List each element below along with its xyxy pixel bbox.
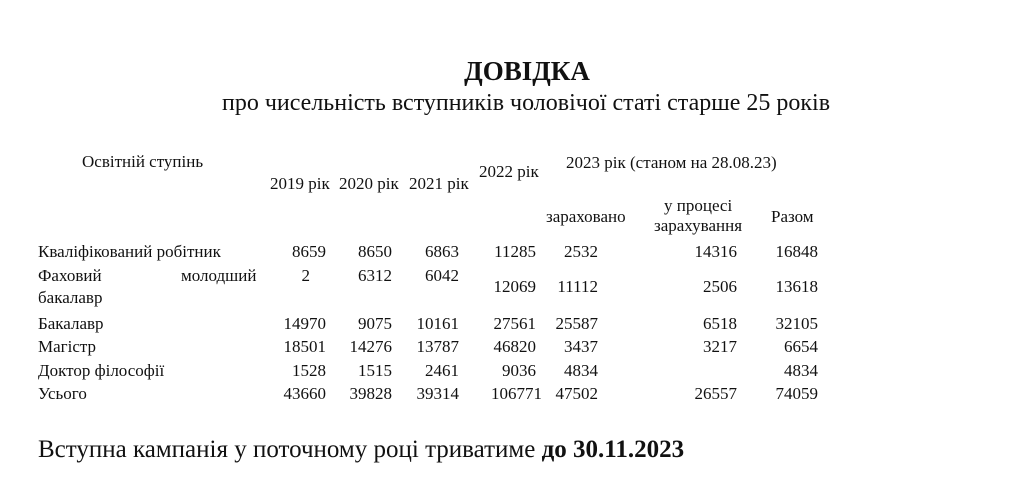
cell-in-process: 14316 xyxy=(694,242,737,261)
cell-2020: 9075 xyxy=(358,314,392,333)
footer-text: Вступна кампанія у поточному році триватиме xyxy=(38,436,536,463)
header-2020: 2020 рік xyxy=(339,174,399,193)
cell-2020: 1515 xyxy=(358,361,392,380)
cell-in-process: 3217 xyxy=(703,337,737,356)
cell-total: 74059 xyxy=(775,384,818,403)
cell-2021: 2461 xyxy=(425,361,459,380)
cell-enrolled: 25587 xyxy=(555,314,598,333)
cell-2020: 6312 xyxy=(358,266,392,285)
document-subtitle: про чисельність вступників чоловічої статі старше 25 років xyxy=(221,90,831,116)
cell-2019: 1528 xyxy=(292,361,326,380)
cell-2022: 46820 xyxy=(493,337,536,356)
cell-2022: 9036 xyxy=(502,361,536,380)
row-label: Доктор філософії xyxy=(38,361,165,380)
row-label-part2: молодший xyxy=(181,266,257,285)
cell-enrolled: 3437 xyxy=(564,337,598,356)
cell-2022: 12069 xyxy=(493,277,536,296)
cell-2021: 39314 xyxy=(416,384,459,403)
header-2021: 2021 рік xyxy=(409,174,469,193)
cell-enrolled: 4834 xyxy=(564,361,598,380)
cell-in-process: 2506 xyxy=(703,277,737,296)
cell-enrolled: 2532 xyxy=(564,242,598,261)
row-label: Усього xyxy=(38,384,87,403)
cell-2019: 2 xyxy=(301,266,310,285)
header-2022: 2022 рік xyxy=(479,162,539,181)
cell-in-process: 6518 xyxy=(703,314,737,333)
header-2019: 2019 рік xyxy=(270,174,330,193)
cell-2022: 11285 xyxy=(494,242,536,261)
footer-note xyxy=(38,436,684,464)
cell-total: 16848 xyxy=(775,242,818,261)
cell-2020: 39828 xyxy=(349,384,392,403)
row-label: Кваліфікований робітник xyxy=(38,242,221,261)
cell-2022: 106771 xyxy=(491,384,542,403)
cell-enrolled: 47502 xyxy=(555,384,598,403)
header-in-process-line2: зарахування xyxy=(654,216,743,235)
cell-2021: 10161 xyxy=(416,314,459,333)
header-enrolled: зараховано xyxy=(546,207,626,226)
row-label: Бакалавр xyxy=(38,314,104,333)
cell-total: 6654 xyxy=(784,337,818,356)
cell-total: 32105 xyxy=(775,314,818,333)
cell-2021: 6863 xyxy=(425,242,459,261)
cell-2020: 8650 xyxy=(358,242,392,261)
row-label: Магістр xyxy=(38,337,97,356)
cell-total: 13618 xyxy=(775,277,818,296)
row-label-part1: Фаховий xyxy=(38,266,102,285)
document-title: ДОВІДКА xyxy=(464,56,590,86)
header-education-level: Освітній ступінь xyxy=(82,152,204,171)
header-total: Разом xyxy=(771,207,814,226)
cell-enrolled: 11112 xyxy=(557,277,598,296)
cell-2019: 14970 xyxy=(283,314,326,333)
cell-2021: 13787 xyxy=(416,337,459,356)
cell-2020: 14276 xyxy=(349,337,392,356)
cell-2019: 18501 xyxy=(283,337,326,356)
cell-in-process: 26557 xyxy=(694,384,737,403)
row-label-part3: бакалавр xyxy=(38,288,103,307)
cell-total: 4834 xyxy=(784,361,818,380)
cell-2022: 27561 xyxy=(493,314,536,333)
footer-deadline: до 30.11.2023 xyxy=(541,436,685,463)
cell-2021: 6042 xyxy=(425,266,459,285)
cell-2019: 43660 xyxy=(283,384,326,403)
header-in-process-line1: у процесі xyxy=(664,196,733,215)
cell-2019: 8659 xyxy=(292,242,326,261)
header-2023: 2023 рік (станом на 28.08.23) xyxy=(566,153,777,172)
